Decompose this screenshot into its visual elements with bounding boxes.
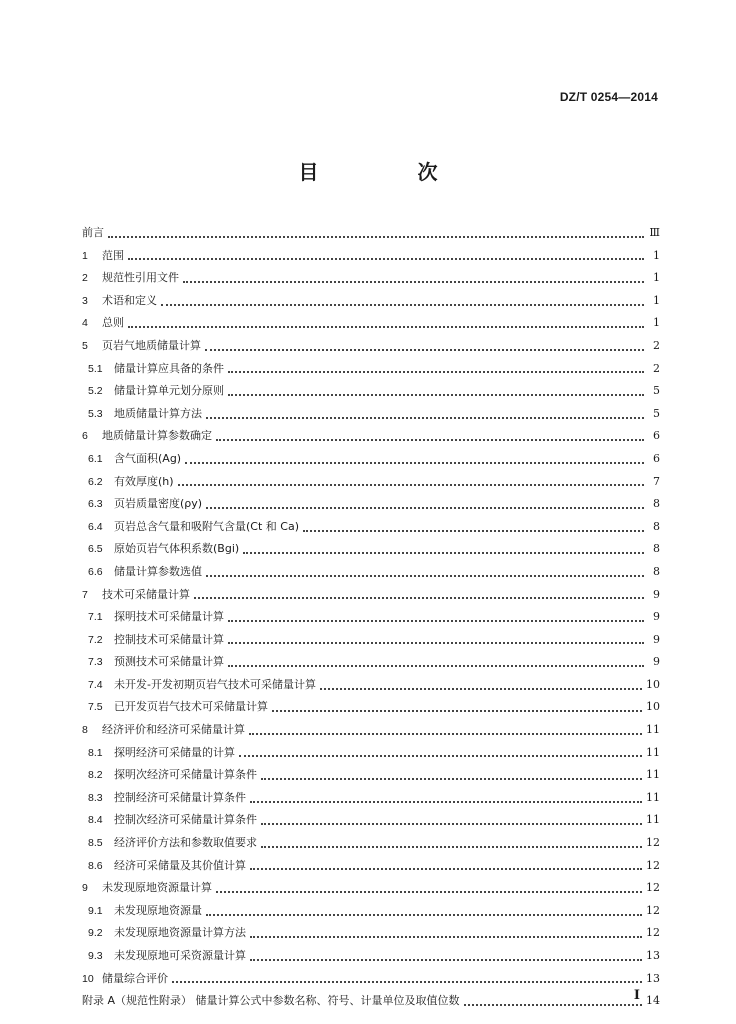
dot-leader <box>206 574 644 577</box>
toc-entry-page: 13 <box>646 949 660 962</box>
toc-entry[interactable] <box>82 990 660 1013</box>
toc-entry-label: 范围 <box>102 248 124 262</box>
toc-entry-number: 7.2 <box>88 633 103 646</box>
toc-entry[interactable] <box>82 403 660 426</box>
toc-entry-number: 5.3 <box>88 407 103 420</box>
toc-entry-number: 8.2 <box>88 769 103 782</box>
dot-leader <box>228 664 644 667</box>
dot-leader <box>249 732 642 735</box>
toc-entry-label: 未发现原地资源量计算 <box>102 881 212 895</box>
dot-leader <box>320 687 642 690</box>
dot-leader <box>303 529 644 532</box>
toc-entry-page: 13 <box>646 971 660 985</box>
toc-entry-number: 5.1 <box>88 362 103 375</box>
dot-leader <box>464 1003 642 1006</box>
toc-entry[interactable] <box>82 719 660 742</box>
toc-entry-page: Ⅲ <box>649 226 660 239</box>
toc-entry-label: 页岩质量密度(ρy) <box>114 497 203 511</box>
toc-entry-number: 6.3 <box>88 498 103 511</box>
toc-entry-label: 有效厚度(h) <box>114 474 174 488</box>
dot-leader <box>261 822 642 825</box>
toc-entry-label: 技术可采储量计算 <box>102 587 190 601</box>
toc-entry-page: 14 <box>646 994 660 1008</box>
toc-entry-page: 8 <box>653 542 660 556</box>
toc-entry-number: 9.3 <box>88 950 103 962</box>
toc-entry[interactable] <box>82 922 660 945</box>
toc-entry-number: 5 <box>82 339 88 352</box>
toc-entry-page: 5 <box>653 384 660 398</box>
toc-entry[interactable] <box>82 855 660 878</box>
toc-entry-page: 5 <box>653 406 660 420</box>
toc-entry-label: 原始页岩气体积系数(Bgi) <box>114 542 240 556</box>
toc-entry-label: 储量计算参数选值 <box>114 564 202 578</box>
toc-entry-number: 7.4 <box>88 678 103 691</box>
toc-entry[interactable] <box>82 764 660 787</box>
toc-entry-page: 7 <box>653 474 660 488</box>
toc-entry-number: 7 <box>82 588 88 601</box>
toc-entry-number: 6.4 <box>88 520 103 533</box>
dot-leader <box>216 438 644 441</box>
toc-entry-page: 11 <box>646 745 660 759</box>
dot-leader <box>206 416 644 419</box>
dot-leader <box>216 890 642 893</box>
standard-code: DZ/T 0254—2014 <box>559 90 658 104</box>
toc-entry-page: 8 <box>653 564 660 578</box>
toc-entry-page: 12 <box>646 903 660 917</box>
toc-entry-number: 7.1 <box>88 611 103 624</box>
toc-entry-page: 2 <box>653 361 660 375</box>
toc-entry[interactable] <box>82 584 660 607</box>
toc-entry[interactable] <box>82 538 660 561</box>
dot-leader <box>128 257 644 260</box>
table-of-contents <box>82 222 660 1013</box>
toc-entry-page: 12 <box>646 858 660 872</box>
toc-entry[interactable] <box>82 742 660 765</box>
dot-leader <box>243 551 644 554</box>
dot-leader <box>228 619 644 622</box>
toc-entry[interactable] <box>82 471 660 494</box>
toc-entry-label: 附录 A（规范性附录） 储量计算公式中参数名称、符号、计量单位及取值位数 <box>82 994 460 1008</box>
toc-entry[interactable] <box>82 245 660 268</box>
toc-entry-number: 8.5 <box>88 837 103 850</box>
toc-entry[interactable] <box>82 516 660 539</box>
dot-leader <box>185 461 644 464</box>
dot-leader <box>108 235 644 238</box>
toc-entry-label: 页岩气地质储量计算 <box>102 338 201 352</box>
toc-entry-label: 地质储量计算方法 <box>114 406 202 420</box>
toc-entry-page: 9 <box>653 632 660 646</box>
toc-entry-label: 总则 <box>102 316 124 330</box>
toc-entry-page: 11 <box>646 723 660 737</box>
toc-entry[interactable] <box>82 832 660 855</box>
dot-leader <box>261 845 642 848</box>
toc-entry-number: 5.2 <box>88 385 103 398</box>
toc-entry-number: 8.4 <box>88 814 103 827</box>
toc-entry-label: 探明技术可采储量计算 <box>114 610 224 624</box>
toc-entry[interactable] <box>82 629 660 652</box>
toc-entry-page: 11 <box>646 790 660 804</box>
toc-entry-page: 9 <box>653 587 660 601</box>
toc-entry-label: 控制次经济可采储量计算条件 <box>114 813 257 827</box>
toc-entry-label: 探明经济可采储量的计算 <box>114 745 235 759</box>
dot-leader <box>206 506 644 509</box>
toc-entry-label: 储量计算应具备的条件 <box>114 361 224 375</box>
toc-entry-label: 控制经济可采储量计算条件 <box>114 790 246 804</box>
toc-entry-number: 6.1 <box>88 452 103 465</box>
toc-entry-label: 探明次经济可采储量计算条件 <box>114 768 257 782</box>
toc-entry-label: 前言 <box>82 226 104 239</box>
toc-entry[interactable] <box>82 877 660 900</box>
dot-leader <box>250 867 642 870</box>
toc-entry[interactable] <box>82 222 660 245</box>
toc-entry-number: 6.6 <box>88 565 103 578</box>
toc-entry-number: 9 <box>82 882 88 895</box>
dot-leader <box>250 958 642 961</box>
dot-leader <box>206 913 642 916</box>
toc-entry[interactable] <box>82 696 660 719</box>
toc-entry-page: 11 <box>646 768 660 782</box>
toc-entry-label: 储量综合评价 <box>102 971 168 985</box>
toc-entry-label: 未发现原地资源量 <box>114 903 202 917</box>
dot-leader <box>228 370 644 373</box>
dot-leader <box>261 777 642 780</box>
toc-entry-number: 4 <box>82 317 88 330</box>
toc-entry-label: 未开发-开发初期页岩气技术可采储量计算 <box>114 677 316 691</box>
toc-entry-label: 已开发页岩气技术可采储量计算 <box>114 700 268 714</box>
toc-entry-page: 1 <box>653 316 660 330</box>
toc-entry-page: 1 <box>653 271 660 285</box>
toc-entry[interactable] <box>82 267 660 290</box>
toc-entry[interactable] <box>82 809 660 832</box>
toc-entry-page: 1 <box>653 248 660 262</box>
dot-leader <box>183 280 644 283</box>
toc-entry[interactable] <box>82 968 660 991</box>
toc-entry-number: 3 <box>82 294 88 307</box>
toc-entry-label: 未发现原地资源量计算方法 <box>114 926 246 940</box>
dot-leader <box>250 800 642 803</box>
toc-entry[interactable] <box>82 290 660 313</box>
toc-entry-page: 8 <box>653 497 660 511</box>
dot-leader <box>272 709 642 712</box>
toc-entry-page: 12 <box>646 881 660 895</box>
dot-leader <box>172 980 642 983</box>
toc-entry-label: 预测技术可采储量计算 <box>114 655 224 669</box>
dot-leader <box>194 596 644 599</box>
toc-entry[interactable] <box>82 561 660 584</box>
toc-entry[interactable] <box>82 606 660 629</box>
toc-entry-label: 经济评价方法和参数取值要求 <box>114 836 257 850</box>
toc-entry-label: 术语和定义 <box>102 293 157 307</box>
toc-entry-number: 9.1 <box>88 904 103 917</box>
toc-entry-number: 6.2 <box>88 475 103 488</box>
toc-entry-label: 经济可采储量及其价值计算 <box>114 858 246 872</box>
toc-entry-label: 控制技术可采储量计算 <box>114 632 224 646</box>
toc-entry[interactable] <box>82 651 660 674</box>
toc-entry-label: 规范性引用文件 <box>102 271 179 285</box>
toc-entry[interactable] <box>82 335 660 358</box>
toc-entry-page: 2 <box>653 338 660 352</box>
dot-leader <box>228 393 644 396</box>
dot-leader <box>228 641 644 644</box>
toc-entry-number: 2 <box>82 272 88 285</box>
toc-entry[interactable] <box>82 674 660 697</box>
toc-entry-page: 9 <box>653 655 660 669</box>
toc-entry-number: 8 <box>82 724 88 737</box>
toc-entry-label: 储量计算单元划分原则 <box>114 384 224 398</box>
dot-leader <box>128 325 644 328</box>
toc-entry[interactable] <box>82 448 660 471</box>
toc-entry-label: 含气面积(Ag) <box>114 451 182 465</box>
toc-entry-page: 1 <box>653 293 660 307</box>
dot-leader <box>250 935 642 938</box>
toc-entry-number: 7.3 <box>88 656 103 669</box>
toc-entry-page: 10 <box>646 700 660 714</box>
toc-entry-number: 10 <box>82 972 94 985</box>
page-number: I <box>633 988 640 1003</box>
toc-entry-number: 8.3 <box>88 791 103 804</box>
page-title: 目 次 <box>298 160 484 184</box>
toc-entry-label: 经济评价和经济可采储量计算 <box>102 723 245 737</box>
toc-entry[interactable] <box>82 945 660 968</box>
toc-entry-page: 11 <box>646 813 660 827</box>
toc-entry-number: 6.5 <box>88 543 103 556</box>
toc-entry-number: 6 <box>82 430 88 443</box>
toc-entry[interactable] <box>82 900 660 923</box>
toc-entry[interactable] <box>82 358 660 381</box>
toc-entry-number: 9.2 <box>88 927 103 940</box>
toc-entry-page: 12 <box>646 836 660 850</box>
dot-leader <box>178 483 644 486</box>
toc-entry-number: 7.5 <box>88 701 103 714</box>
toc-entry-page: 9 <box>653 610 660 624</box>
toc-entry[interactable] <box>82 380 660 403</box>
toc-entry-label: 地质储量计算参数确定 <box>102 429 212 443</box>
toc-entry-number: 1 <box>82 249 88 262</box>
toc-entry[interactable] <box>82 425 660 448</box>
dot-leader <box>161 303 644 306</box>
toc-entry-page: 8 <box>653 519 660 533</box>
toc-entry[interactable] <box>82 312 660 335</box>
toc-entry[interactable] <box>82 493 660 516</box>
toc-entry[interactable] <box>82 787 660 810</box>
toc-entry-label: 未发现原地可采资源量计算 <box>114 949 246 962</box>
dot-leader <box>239 754 642 757</box>
toc-entry-page: 6 <box>653 429 660 443</box>
toc-entry-page: 6 <box>653 451 660 465</box>
toc-entry-number: 8.1 <box>88 746 103 759</box>
toc-entry-page: 12 <box>646 926 660 940</box>
toc-entry-page: 10 <box>646 677 660 691</box>
dot-leader <box>205 348 644 351</box>
toc-entry-number: 8.6 <box>88 859 103 872</box>
toc-entry-label: 页岩总含气量和吸附气含量(Ct 和 Ca) <box>114 519 299 533</box>
